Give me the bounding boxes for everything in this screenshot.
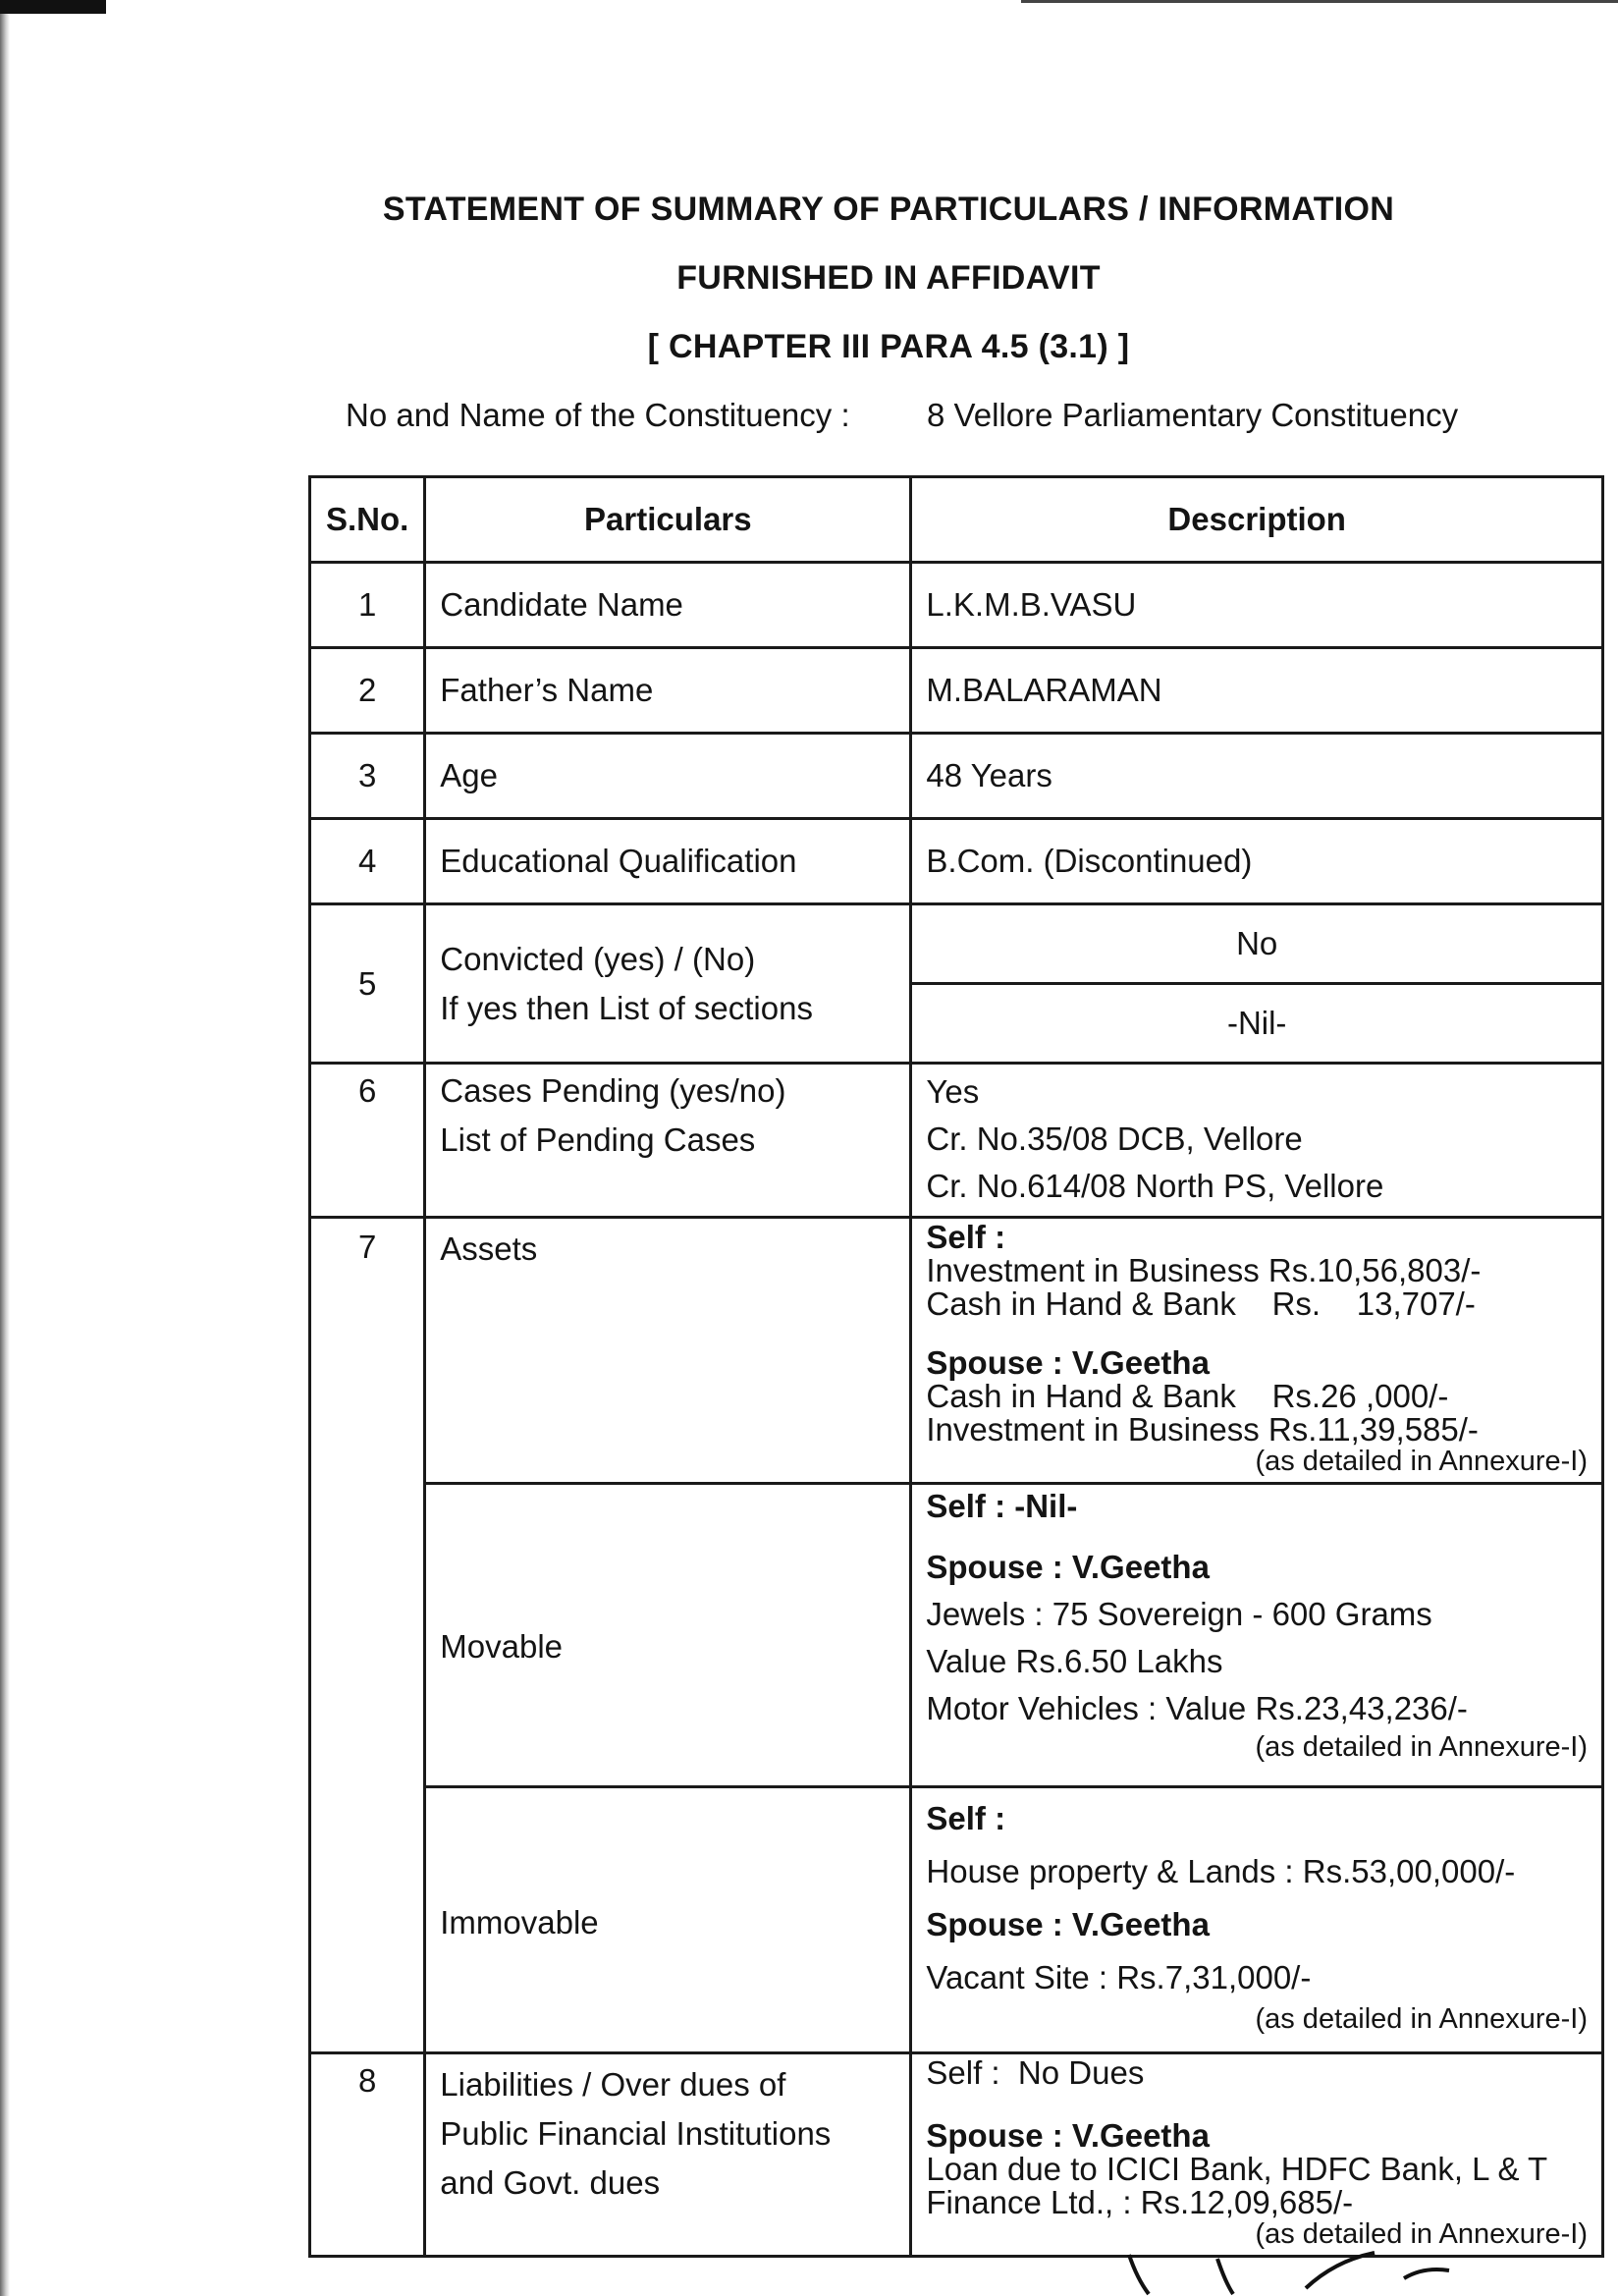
description-line: Yes (926, 1073, 980, 1110)
description-line: Cr. No.614/08 North PS, Vellore (926, 1168, 1384, 1204)
signature-mark (1109, 2249, 1618, 2296)
self-heading: Self : (926, 1219, 1006, 1255)
row-sno: 1 (310, 563, 425, 648)
immovable-label: Immovable (425, 1787, 911, 2053)
description-line: Cash in Hand & Bank Rs. 13,707/- (926, 1285, 1476, 1322)
table-row (310, 2053, 1603, 2257)
table-row (310, 819, 1603, 904)
spouse-heading: Spouse : V.Geetha (926, 1344, 1210, 1381)
assets-description (911, 1218, 1603, 1484)
document-title-line-2: FURNISHED IN AFFIDAVIT (676, 259, 1101, 297)
table-row (310, 1218, 1603, 1484)
row-sno: 3 (310, 734, 425, 819)
table-header-row (310, 477, 1603, 563)
description-line: Investment in Business Rs.11,39,585/- (926, 1411, 1479, 1448)
table-row (310, 1064, 1603, 1218)
description-line: Cash in Hand & Bank Rs.26 ,000/- (926, 1378, 1449, 1414)
annexure-note: (as detailed in Annexure-I) (1255, 1446, 1588, 1477)
row-particular: Candidate Name (425, 563, 911, 648)
spouse-heading: Spouse : V.Geetha (926, 2117, 1210, 2154)
assets-label: Assets (425, 1218, 911, 1484)
self-heading: Self : (926, 1800, 1006, 1836)
particular-line: Liabilities / Over dues of (440, 2066, 786, 2103)
sections-value: -Nil- (911, 984, 1603, 1064)
description-line: Finance Ltd., : Rs.12,09,685/- (926, 2184, 1354, 2220)
table-row (310, 1787, 1603, 2053)
description-line: Investment in Business Rs.10,56,803/- (926, 1252, 1482, 1288)
row-particular: Father’s Name (425, 648, 911, 734)
top-border-line (1021, 0, 1618, 3)
table-row (310, 563, 1603, 648)
constituency-label: No and Name of the Constituency : (346, 397, 850, 433)
description-line: Vacant Site : Rs.7,31,000/- (926, 1959, 1312, 1995)
row-particular: Educational Qualification (425, 819, 911, 904)
row-particular: Age (425, 734, 911, 819)
table-row (310, 1484, 1603, 1787)
column-header-description: Description (911, 477, 1603, 563)
document-title-line-3: [ CHAPTER III PARA 4.5 (3.1) ] (647, 328, 1130, 365)
document-title-line-1: STATEMENT OF SUMMARY OF PARTICULARS / INFORMATION (382, 191, 1395, 228)
row-sno: 2 (310, 648, 425, 734)
annexure-note: (as detailed in Annexure-I) (1255, 2218, 1588, 2250)
row-particular (425, 904, 911, 1064)
row-particular (425, 2053, 911, 2257)
constituency-value: 8 Vellore Parliamentary Constituency (927, 397, 1459, 433)
row-sno: 6 (310, 1064, 425, 1218)
movable-description (911, 1484, 1603, 1787)
summary-table (308, 475, 1604, 2258)
particular-line: List of Pending Cases (440, 1121, 756, 1158)
table-row (310, 904, 1603, 984)
particular-line: If yes then List of sections (440, 989, 813, 1026)
column-header-sno: S.No. (310, 477, 425, 563)
row-sno: 4 (310, 819, 425, 904)
liabilities-description (911, 2053, 1603, 2257)
convicted-value: No (911, 904, 1603, 984)
particular-line: Public Financial Institutions (440, 2115, 832, 2152)
particular-line: Convicted (yes) / (No) (440, 940, 756, 977)
annexure-note: (as detailed in Annexure-I) (1255, 1731, 1588, 1763)
description-line: Motor Vehicles : Value Rs.23,43,236/- (926, 1690, 1468, 1726)
description-line: Cr. No.35/08 DCB, Vellore (926, 1121, 1303, 1157)
table-row (310, 648, 1603, 734)
row-sno: 5 (310, 904, 425, 1064)
corner-scan-mark (0, 0, 106, 14)
table-row (310, 734, 1603, 819)
row-description (911, 1064, 1603, 1218)
row-description: B.Com. (Discontinued) (911, 819, 1603, 904)
row-description: L.K.M.B.VASU (911, 563, 1603, 648)
row-sno: 8 (310, 2053, 425, 2257)
annexure-note: (as detailed in Annexure-I) (1255, 2003, 1588, 2035)
self-line: Self : No Dues (926, 2054, 1145, 2091)
movable-label: Movable (425, 1484, 911, 1787)
particular-line: Cases Pending (yes/no) (440, 1072, 786, 1109)
row-sno: 7 (310, 1218, 425, 2053)
row-description: M.BALARAMAN (911, 648, 1603, 734)
row-particular (425, 1064, 911, 1218)
particular-line: and Govt. dues (440, 2164, 661, 2201)
scanned-page-edge (0, 0, 10, 2296)
description-line: Value Rs.6.50 Lakhs (926, 1643, 1223, 1679)
column-header-particulars: Particulars (425, 477, 911, 563)
description-line: House property & Lands : Rs.53,00,000/- (926, 1853, 1516, 1889)
constituency-row (346, 397, 1459, 434)
spouse-heading: Spouse : V.Geetha (926, 1906, 1210, 1942)
row-description: 48 Years (911, 734, 1603, 819)
immovable-description (911, 1787, 1603, 2053)
self-line: Self : -Nil- (926, 1488, 1078, 1524)
description-line: Loan due to ICICI Bank, HDFC Bank, L & T (926, 2151, 1548, 2187)
spouse-heading: Spouse : V.Geetha (926, 1549, 1210, 1585)
description-line: Jewels : 75 Sovereign - 600 Grams (926, 1596, 1432, 1632)
